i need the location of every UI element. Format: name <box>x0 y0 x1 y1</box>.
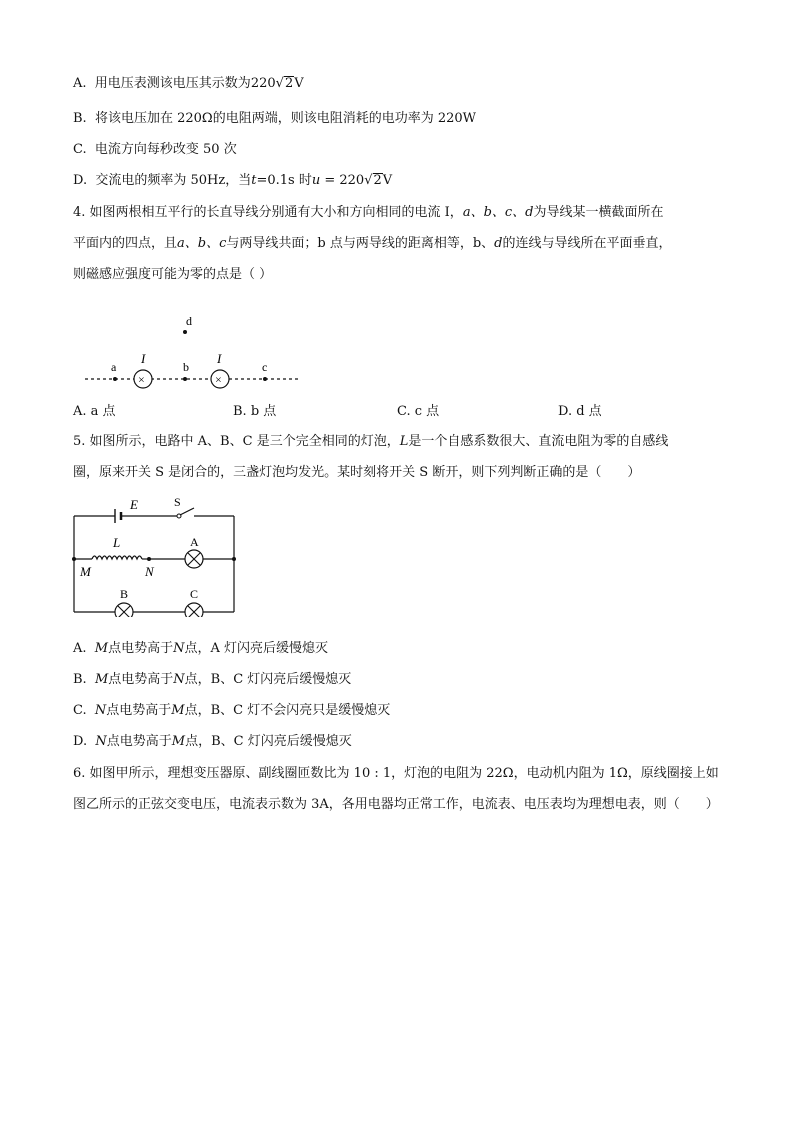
q4-option-d: D. d 点 <box>558 404 602 419</box>
q3-option-d: D. 交流电的频率为 50Hz，当t=0.1s 时u = 220√2V <box>73 173 393 188</box>
label-d: d <box>186 314 192 328</box>
point-d <box>183 330 187 334</box>
q4-stem-line1: 4. 如图两根相互平行的长直导线分别通有大小和方向相同的电流 I，a、b、c、d为导线某一横截面所在 <box>73 205 664 220</box>
current-label-1: I <box>141 351 146 366</box>
q5-stem-line2: 圈，原来开关 S 是闭合的，三盏灯泡均发光。某时刻将开关 S 断开，则下列判断正确的是（ ） <box>73 465 641 480</box>
label-B: B <box>120 587 129 601</box>
q3-option-a-text: 用电压表测该电压其示数为 <box>94 76 251 91</box>
cross-2: × <box>215 372 222 387</box>
current-label-2: I <box>217 351 222 366</box>
q5-option-b: B. M点电势高于N点，B、C 灯闪亮后缓慢熄灭 <box>73 672 352 687</box>
cross-1: × <box>138 372 145 387</box>
q4-stem-line2: 平面内的四点，且a、b、c与两导线共面；b 点与两导线的距离相等，b、d的连线与导线所在平面垂直， <box>73 236 672 251</box>
q4-option-b: B. b 点 <box>233 404 277 419</box>
label-S: S <box>174 495 181 509</box>
label-C: C <box>190 587 199 601</box>
label-A: A <box>190 535 199 549</box>
ohm-symbol: Ω <box>201 111 213 126</box>
sqrt-symbol: √2 <box>275 76 294 91</box>
q3-option-b: B. 将该电压加在 220Ω的电阻两端，则该电阻消耗的电功率为 220W <box>73 111 476 126</box>
q4-wires-figure <box>80 305 310 390</box>
label-M: M <box>80 564 91 579</box>
q6-stem: 6. 如图甲所示，理想变压器原、副线圈匝数比为 10 : 1，灯泡的电阻为 22Ω，电动机内阻为 1Ω，原线圈接上如图乙所示的正弦交变电压，电流表示数为 3A，各用电器均正常工作，电流表、电压表均为理想电表，则（ ） <box>73 766 719 812</box>
switch-icon <box>180 508 194 515</box>
label-L: L <box>113 535 121 550</box>
q5-option-c: C. N点电势高于M点，B、C 灯不会闪亮只是缓慢熄灭 <box>73 703 391 718</box>
q5-option-d: D. N点电势高于M点，B、C 灯闪亮后缓慢熄灭 <box>73 734 352 749</box>
inductor-coil-icon <box>92 556 142 559</box>
label-b: b <box>183 360 189 374</box>
point-b <box>183 377 187 381</box>
bulb-c-icon <box>185 603 203 617</box>
q3-option-c: C. 电流方向每秒改变 50 次 <box>73 142 237 157</box>
label-c: c <box>262 360 268 374</box>
label-a: a <box>111 360 117 374</box>
q5-stem-line1: 5. 如图所示，电路中 A、B、C 是三个完全相同的灯泡，L是一个自感系数很大、直流电阻为零的自感线 <box>73 434 669 449</box>
q4-option-a: A. a 点 <box>73 404 116 419</box>
label-N: N <box>145 564 154 579</box>
point-a <box>113 377 117 381</box>
point-c <box>263 377 267 381</box>
q4-stem-line3: 则磁感应强度可能为零的点是（ ） <box>73 267 273 282</box>
label-E: E <box>130 497 138 512</box>
q5-option-a: A. M点电势高于N点，A 灯闪亮后缓慢熄灭 <box>73 641 329 656</box>
q5-circuit-figure <box>70 492 245 617</box>
q4-option-c: C. c 点 <box>397 404 440 419</box>
sqrt-symbol: √2 <box>364 173 382 188</box>
bulb-b-icon <box>115 603 133 617</box>
q3-option-a: A. 用电压表测该电压其示数为220√2V <box>73 76 304 91</box>
